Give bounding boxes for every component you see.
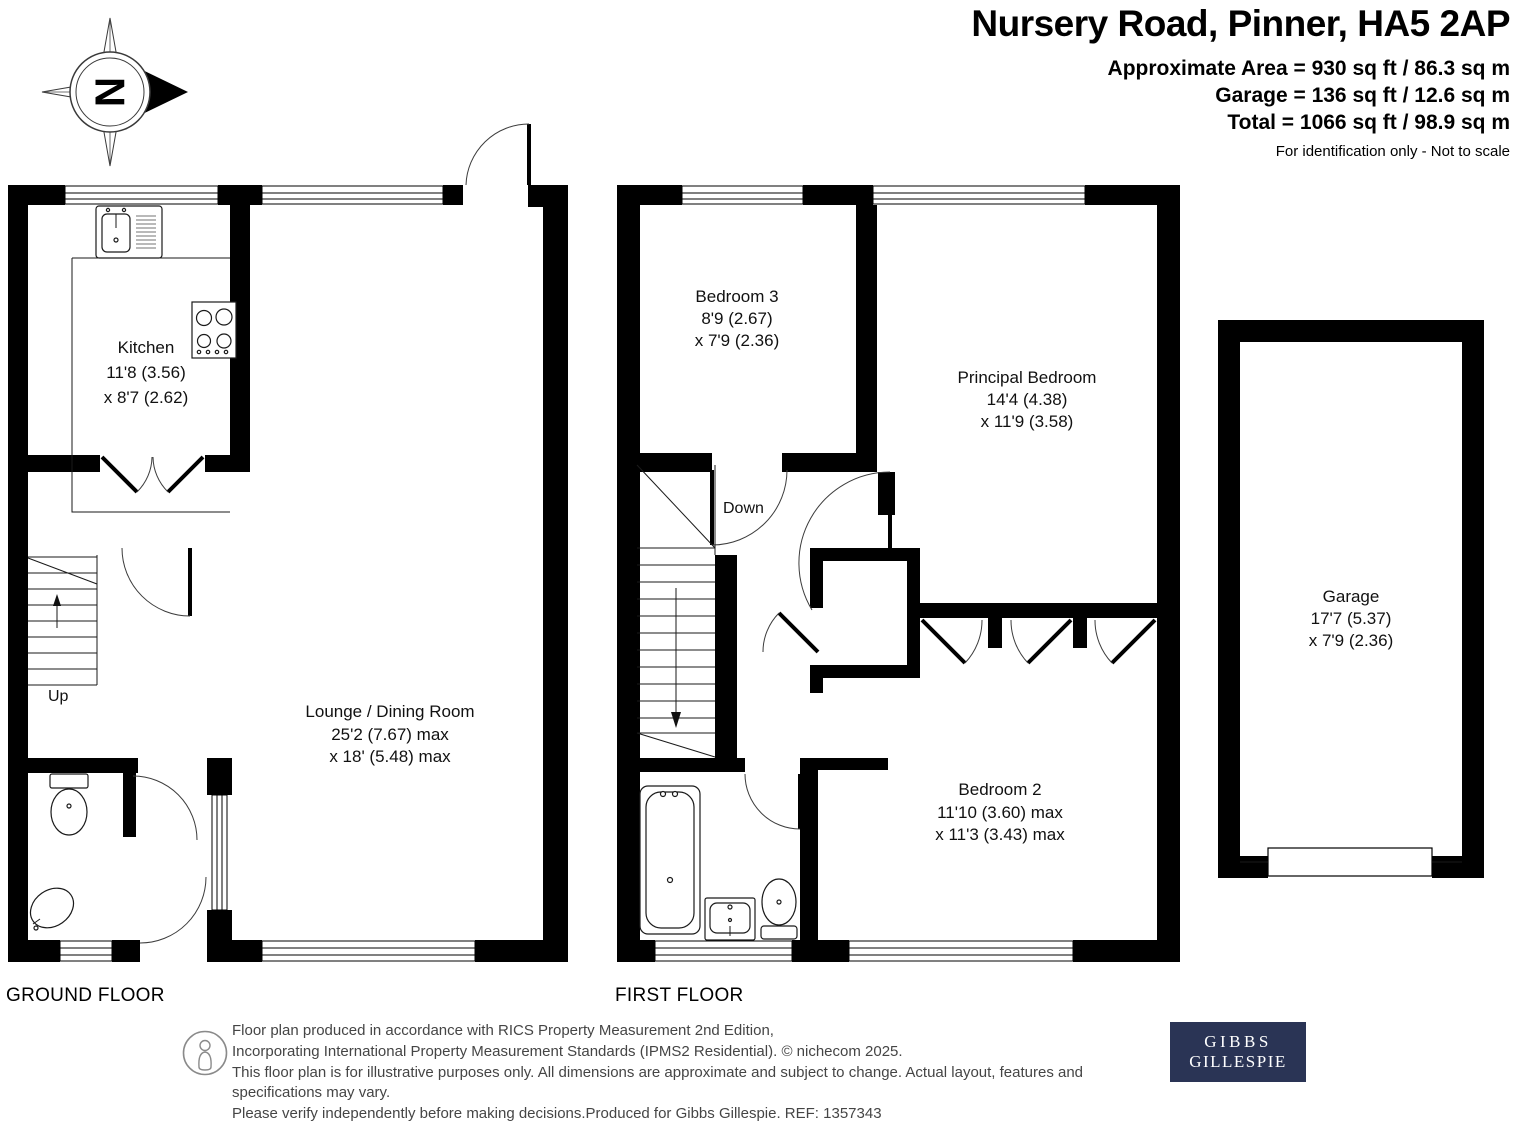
disclaimer-line: Incorporating International Property Measurement Standards (IPMS2 Residential). © nichecom 2025. <box>232 1042 903 1060</box>
disclaimer-text <box>232 1021 1167 1125</box>
room-dims-kitchen-2: x 8'7 (2.62) <box>103 388 189 407</box>
person-icon <box>181 1029 229 1077</box>
room-label-lounge: Lounge / Dining Room <box>305 702 475 721</box>
window <box>655 941 792 961</box>
room-dims-kitchen-1: 11'8 (3.56) <box>106 363 186 382</box>
scale-note: For identification only - Not to scale <box>1275 143 1510 160</box>
room-dims-bedroom3-2: x 7'9 (2.36) <box>694 331 780 350</box>
wc-door <box>133 776 197 840</box>
logo-line-1: GIBBS <box>1204 1032 1272 1051</box>
room-dims-garage-2: x 7'9 (2.36) <box>1308 631 1394 650</box>
logo-line-2: GILLESPIE <box>1189 1052 1287 1071</box>
room-dims-bedroom2-1: 11'10 (3.60) max <box>937 803 1063 822</box>
disclaimer-line: Floor plan produced in accordance with RICS Property Measurement 2nd Edition, <box>232 1022 774 1039</box>
garage-area: Garage = 136 sq ft / 12.6 sq m <box>1215 84 1510 107</box>
kitchen-double-door <box>102 457 203 492</box>
bathroom-door <box>745 774 800 829</box>
gibbs-gillespie-logo <box>1170 1022 1306 1082</box>
room-dims-bedroom3-1: 8'9 (2.67) <box>701 309 773 328</box>
room-label-kitchen: Kitchen <box>117 338 175 357</box>
ground-floor-label: GROUND FLOOR <box>6 985 165 1006</box>
disclaimer-line: Please verify independently before making decisions.Produced for Gibbs Gillespie. REF: 1357343 <box>232 1105 882 1123</box>
room-dims-principal-1: 14'4 (4.38) <box>986 390 1068 409</box>
window <box>682 186 803 204</box>
toilet-icon <box>50 774 88 835</box>
room-label-garage: Garage <box>1322 587 1380 606</box>
bath-icon <box>640 786 700 934</box>
compass-icon <box>42 18 188 166</box>
window <box>212 795 227 910</box>
window <box>262 941 475 961</box>
compass-letter: N <box>86 76 134 108</box>
toilet-icon <box>761 879 797 939</box>
window <box>262 186 443 204</box>
bedroom2-landing-door <box>763 613 818 652</box>
room-label-bedroom2: Bedroom 2 <box>958 780 1042 799</box>
hall-door <box>122 548 190 616</box>
room-label-bedroom3: Bedroom 3 <box>695 287 779 306</box>
disclaimer-line: This floor plan is for illustrative purposes only. All dimensions are approximate and subject to change. Actual layout, features and specifications may vary. <box>232 1063 1084 1102</box>
front-door <box>140 877 206 943</box>
room-dims-lounge-2: x 18' (5.48) max <box>329 747 451 766</box>
window <box>849 941 1073 961</box>
window <box>65 186 218 204</box>
stairs-up-label: Up <box>48 688 69 705</box>
window <box>873 186 1085 204</box>
room-dims-lounge-1: 25'2 (7.67) max <box>331 725 449 744</box>
wardrobe-doors <box>922 620 1155 663</box>
stairs-up-icon <box>28 555 97 685</box>
first-floor-label: FIRST FLOOR <box>615 985 744 1006</box>
corner-basin-icon <box>23 880 81 936</box>
stairs-down-icon <box>637 465 715 757</box>
approx-area: Approximate Area = 930 sq ft / 86.3 sq m <box>1107 57 1510 80</box>
stairs-down-label: Down <box>723 500 764 517</box>
room-dims-garage-1: 17'7 (5.37) <box>1310 609 1392 628</box>
basin-icon <box>705 898 755 940</box>
window <box>60 941 112 961</box>
garage-plan <box>1218 320 1484 878</box>
room-label-principal-bedroom: Principal Bedroom <box>957 368 1097 387</box>
hob-icon <box>192 302 236 358</box>
counter <box>72 258 230 512</box>
first-floor-plan <box>617 185 1180 962</box>
room-dims-principal-2: x 11'9 (3.58) <box>980 412 1074 431</box>
room-dims-bedroom2-2: x 11'3 (3.43) max <box>935 825 1065 844</box>
page-title: Nursery Road, Pinner, HA5 2AP <box>971 3 1510 44</box>
ground-floor-plan <box>8 124 568 962</box>
garage-door <box>1240 848 1462 876</box>
sink-icon <box>96 206 162 258</box>
total-area: Total = 1066 sq ft / 98.9 sq m <box>1227 111 1510 134</box>
garden-door <box>466 124 529 185</box>
